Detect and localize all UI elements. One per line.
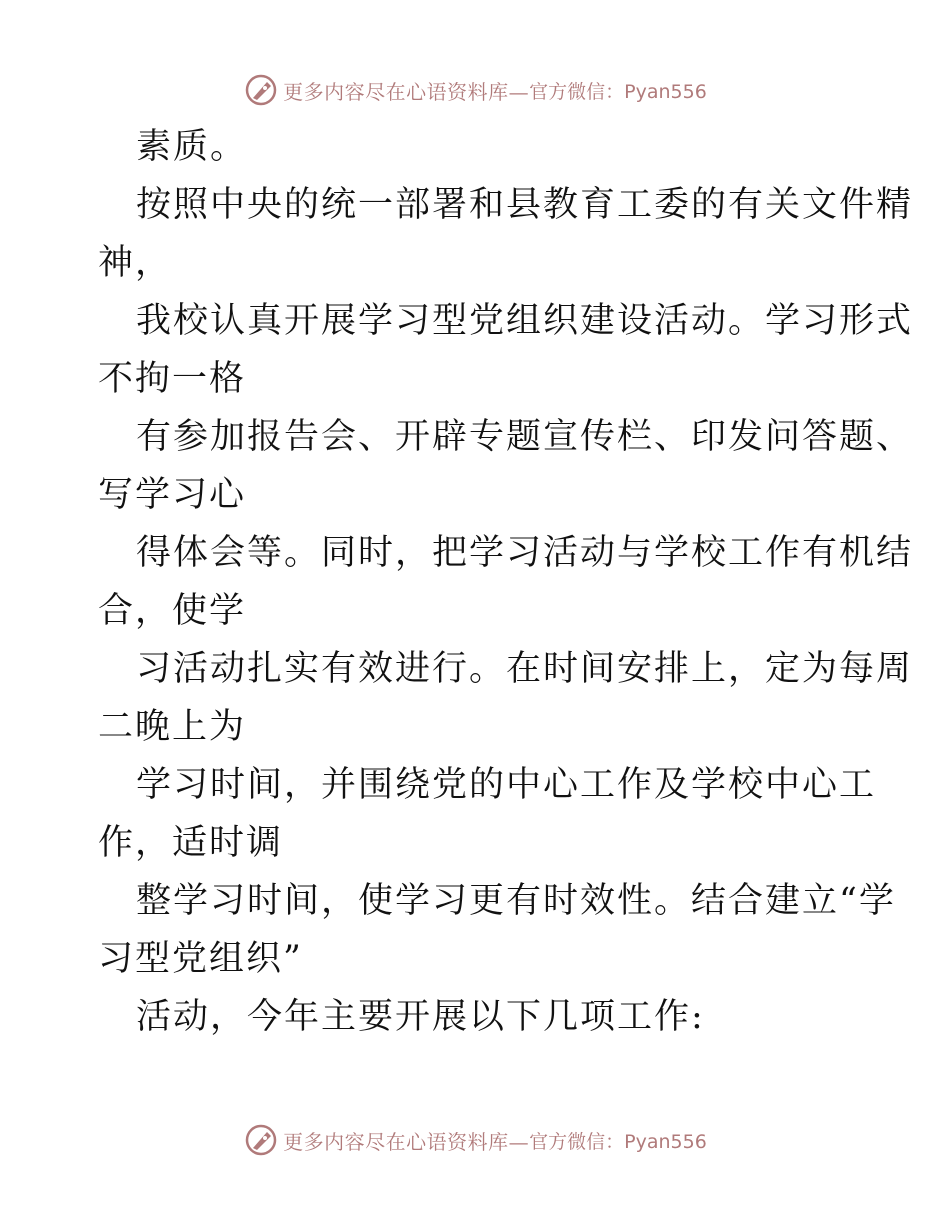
text-line: 神，	[98, 243, 173, 283]
text-line: 合，使学	[98, 591, 247, 631]
pen-nib-logo-icon	[243, 1122, 279, 1158]
text-line: 我校认真开展学习型党组织建设活动。学习形式	[136, 301, 914, 341]
text-line: 按照中央的统一部署和县教育工委的有关文件精	[136, 185, 914, 225]
watermark-site-text: 更多内容尽在心语资料库—	[283, 79, 530, 104]
footer-watermark	[0, 1120, 950, 1160]
text-line: 活动，今年主要开展以下几项工作:	[136, 997, 705, 1037]
pen-nib-logo-icon	[243, 72, 279, 108]
text-line: 作，适时调	[98, 823, 284, 863]
header-watermark	[0, 70, 950, 110]
text-line: 写学习心	[98, 475, 247, 515]
text-line: 二晚上为	[98, 707, 247, 747]
text-line: 整学习时间，使学习更有时效性。结合建立“学	[136, 881, 896, 921]
watermark-site-text: 更多内容尽在心语资料库—	[283, 1129, 530, 1154]
text-line: 素质。	[136, 127, 248, 167]
watermark-wechat-text: 官方微信：Pyan556	[529, 80, 707, 103]
text-line: 不拘一格	[98, 359, 247, 399]
text-line: 得体会等。同时，把学习活动与学校工作有机结	[136, 533, 914, 573]
text-line: 习活动扎实有效进行。在时间安排上，定为每周	[136, 649, 914, 689]
watermark-wechat-text: 官方微信：Pyan556	[529, 1130, 707, 1153]
document-body	[98, 118, 914, 1046]
text-line: 有参加报告会、开辟专题宣传栏、印发问答题、	[136, 417, 914, 457]
text-line: 习型党组织”	[98, 939, 303, 979]
text-line: 学习时间，并围绕党的中心工作及学校中心工	[136, 765, 877, 805]
